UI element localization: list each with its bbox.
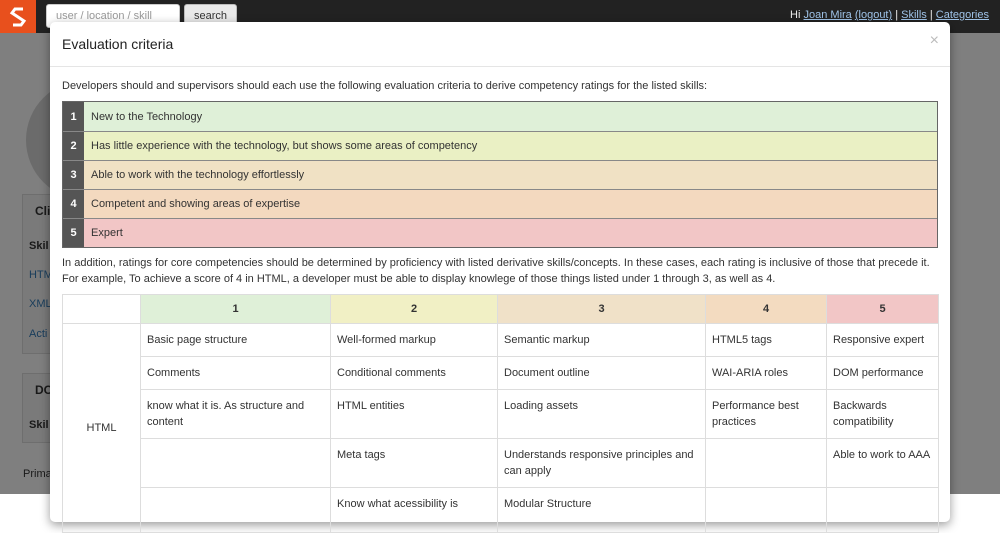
user-name-link[interactable]: Joan Mira — [803, 9, 852, 21]
column-header: 4 — [706, 295, 827, 324]
nav-separator: | — [895, 9, 899, 21]
rating-label: Able to work with the technology effortlessly — [84, 161, 937, 189]
rating-level-row — [63, 160, 937, 189]
table-row — [63, 488, 939, 533]
modal-title: Evaluation criteria — [62, 36, 174, 52]
table-cell: WAI-ARIA roles — [706, 357, 827, 390]
rating-number: 2 — [63, 132, 84, 160]
intro-text: Developers should and supervisors should each use the following evaluation criteria to derive competency ratings for the listed skills: — [62, 80, 708, 92]
rating-number: 4 — [63, 190, 84, 218]
column-header: 1 — [141, 295, 331, 324]
rating-level-row — [63, 189, 937, 218]
skills-link[interactable]: Skills — [901, 9, 927, 21]
rating-label: New to the Technology — [84, 102, 937, 131]
evaluation-criteria-modal — [50, 22, 950, 522]
rating-number: 3 — [63, 161, 84, 189]
table-cell: Well-formed markup — [331, 324, 498, 357]
column-header: 3 — [498, 295, 706, 324]
rating-label: Has little experience with the technology, but shows some areas of competency — [84, 132, 937, 160]
table-header-row — [63, 295, 939, 324]
table-cell: Document outline — [498, 357, 706, 390]
table-row — [63, 390, 939, 439]
modal-header — [50, 22, 950, 67]
app-logo[interactable] — [0, 0, 36, 33]
table-cell — [706, 488, 827, 533]
table-row — [63, 439, 939, 488]
table-cell: Modular Structure — [498, 488, 706, 533]
logo-icon — [9, 6, 27, 28]
table-cell: Semantic markup — [498, 324, 706, 357]
table-cell: HTML entities — [331, 390, 498, 439]
rating-label: Expert — [84, 219, 937, 247]
skill-criteria-table — [62, 294, 939, 533]
table-row — [63, 324, 939, 357]
table-cell: know what it is. As structure and content — [141, 390, 331, 439]
greeting-text: Hi — [790, 9, 801, 21]
table-cell: Conditional comments — [331, 357, 498, 390]
table-cell: Meta tags — [331, 439, 498, 488]
table-cell: Performance best practices — [706, 390, 827, 439]
rating-levels-list — [62, 101, 938, 248]
skill-name-cell: HTML — [63, 324, 141, 533]
search-button[interactable]: search — [184, 4, 237, 28]
column-header: 5 — [827, 295, 939, 324]
rating-level-row — [63, 131, 937, 160]
table-cell: HTML5 tags — [706, 324, 827, 357]
column-header: 2 — [331, 295, 498, 324]
table-cell: Backwards compatibility — [827, 390, 939, 439]
table-cell: Able to work to AAA — [827, 439, 939, 488]
table-cell: Comments — [141, 357, 331, 390]
table-row — [63, 357, 939, 390]
categories-link[interactable]: Categories — [935, 9, 989, 21]
rating-level-row — [63, 102, 937, 131]
rating-number: 1 — [63, 102, 84, 131]
table-cell — [141, 488, 331, 533]
nav-separator: | — [929, 9, 933, 21]
table-cell: DOM performance — [827, 357, 939, 390]
close-icon[interactable]: × — [929, 32, 939, 49]
table-cell — [141, 439, 331, 488]
table-cell — [827, 488, 939, 533]
table-cell: Responsive expert — [827, 324, 939, 357]
table-cell: Loading assets — [498, 390, 706, 439]
logout-link[interactable]: (logout) — [854, 9, 893, 21]
table-cell: Understands responsive principles and can apply — [498, 439, 706, 488]
inclusion-paragraph: In addition, ratings for core competencies should be determined by proficiency with listed derivative skills/concepts. In these cases, each rating is inclusive of those that precede it. For example, To achieve a score of 4 in HTML, a developer must be able to display knowlege of those things listed under 1 through 3, as well as 4. — [62, 257, 930, 285]
rating-number: 5 — [63, 219, 84, 247]
user-menu — [790, 9, 989, 21]
rating-level-row — [63, 218, 937, 247]
rating-label: Competent and showing areas of expertise — [84, 190, 937, 218]
table-cell: Know what acessibility is — [331, 488, 498, 533]
table-cell — [706, 439, 827, 488]
table-cell: Basic page structure — [141, 324, 331, 357]
column-header — [63, 295, 141, 324]
